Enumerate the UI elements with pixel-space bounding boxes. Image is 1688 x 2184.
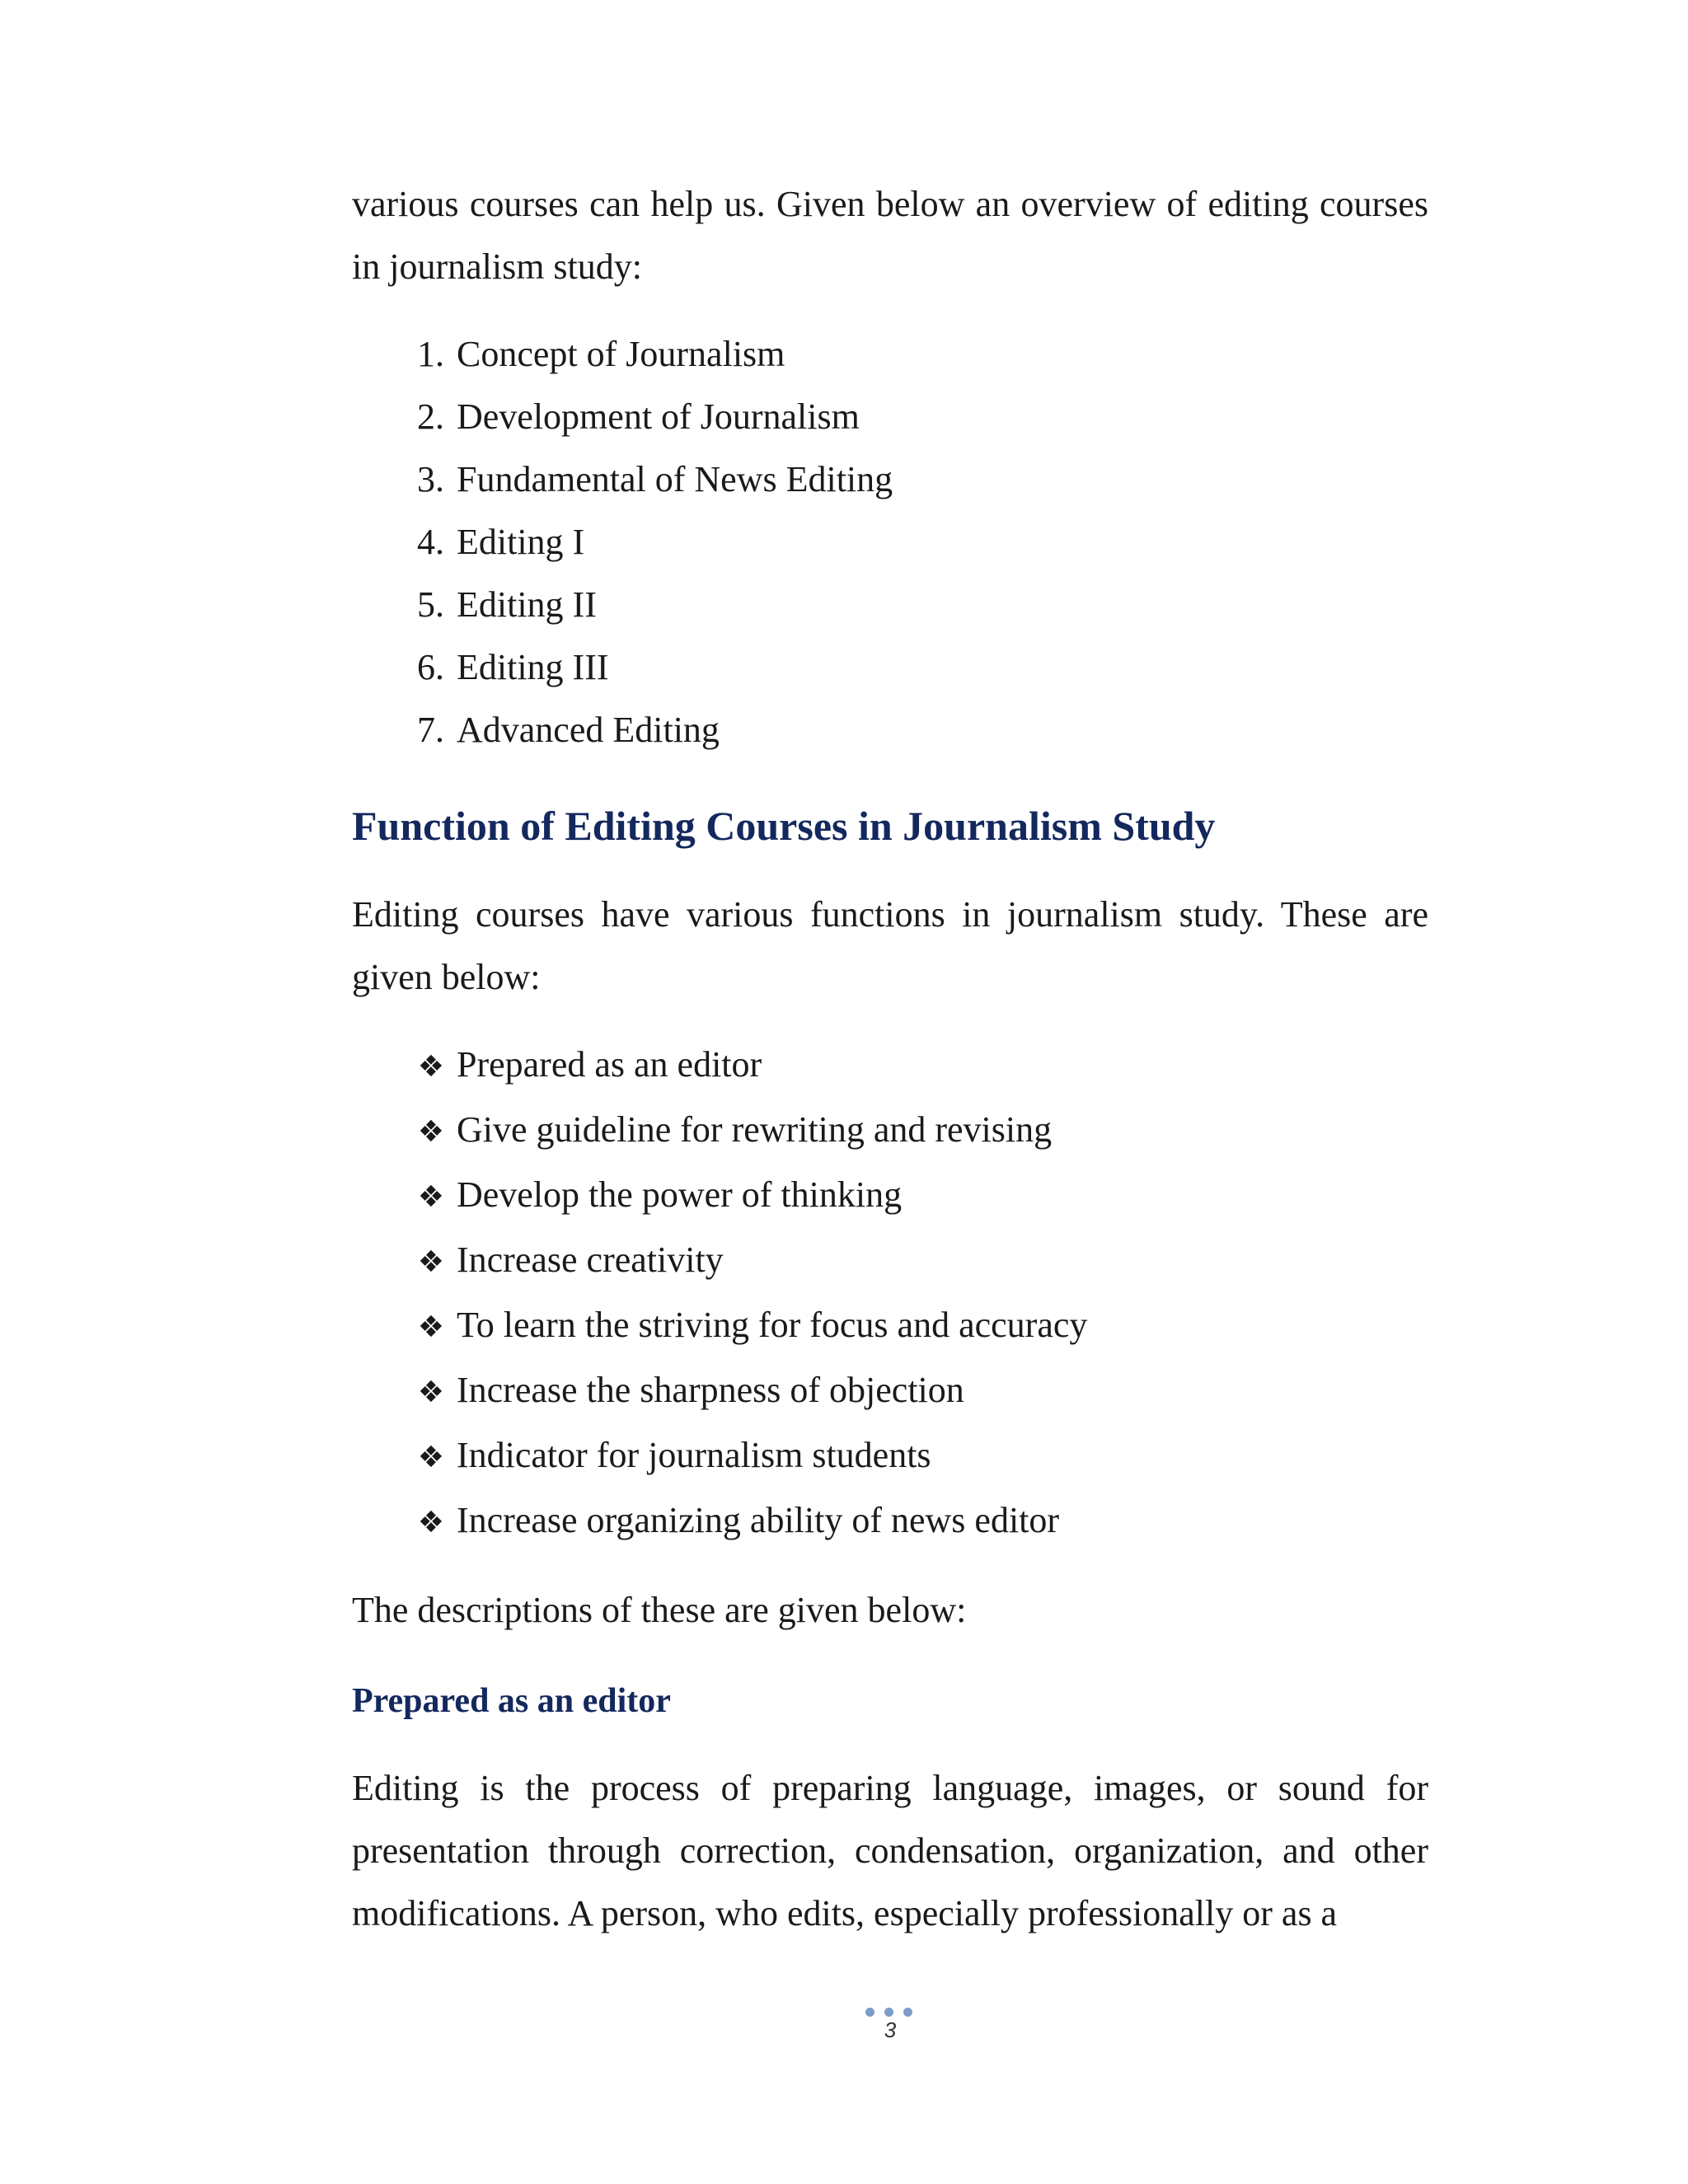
list-item <box>352 511 1428 574</box>
list-item-label: Fundamental of News Editing <box>457 459 893 499</box>
list-item-label: Increase the sharpness of objection <box>457 1370 964 1410</box>
list-item-label: Editing I <box>457 522 585 562</box>
list-item-label: Concept of Journalism <box>457 334 785 374</box>
diamond-bullet-icon: ❖ <box>417 1050 444 1084</box>
list-item-label: Advanced Editing <box>457 710 720 750</box>
list-number: 3. <box>417 459 444 499</box>
list-item-label: Give guideline for rewriting and revising <box>457 1109 1053 1150</box>
list-number: 6. <box>417 647 444 687</box>
list-item <box>352 1164 1428 1229</box>
diamond-bullet-icon: ❖ <box>417 1506 444 1540</box>
diamond-bullet-icon: ❖ <box>417 1115 444 1149</box>
list-item <box>352 1489 1428 1554</box>
dot <box>903 2008 912 2017</box>
list-item <box>352 1424 1428 1489</box>
list-item <box>352 699 1428 762</box>
page-number: 3 <box>884 2018 897 2042</box>
list-item-label: Increase organizing ability of news editor <box>457 1500 1060 1540</box>
list-item <box>352 1359 1428 1424</box>
descriptions-intro: The descriptions of these are given below: <box>352 1590 967 1630</box>
list-item-label: To learn the striving for focus and accuracy <box>457 1305 1088 1345</box>
diamond-bullet-icon: ❖ <box>417 1376 444 1409</box>
list-item-label: Development of Journalism <box>457 396 860 437</box>
list-number: 1. <box>417 334 444 374</box>
functions-list <box>352 1033 1428 1554</box>
list-number: 5. <box>417 584 444 625</box>
subheading: Prepared as an editor <box>352 1682 671 1720</box>
intro-paragraph: various courses can help us. Given below an overview of editing courses in journalism study: <box>352 184 1428 287</box>
dot <box>865 2008 874 2017</box>
footer-dots-icon <box>865 2008 912 2017</box>
list-item <box>352 1033 1428 1099</box>
list-item <box>352 574 1428 636</box>
list-item <box>352 636 1428 699</box>
list-number: 7. <box>417 710 444 750</box>
list-item-label: Editing II <box>457 584 597 625</box>
list-item <box>352 1294 1428 1359</box>
diamond-bullet-icon: ❖ <box>417 1310 444 1344</box>
page-content <box>352 173 1428 1945</box>
list-number: 4. <box>417 522 444 562</box>
diamond-bullet-icon: ❖ <box>417 1441 444 1474</box>
list-item-label: Editing III <box>457 647 609 687</box>
list-item-label: Indicator for journalism students <box>457 1435 931 1475</box>
list-item <box>352 448 1428 511</box>
list-number: 2. <box>417 396 444 437</box>
section-heading: Function of Editing Courses in Journalism Study <box>352 803 1216 849</box>
list-item <box>352 1099 1428 1164</box>
courses-list <box>352 323 1428 762</box>
list-item <box>352 386 1428 448</box>
diamond-bullet-icon: ❖ <box>417 1180 444 1214</box>
list-item-label: Prepared as an editor <box>457 1044 762 1085</box>
functions-intro: Editing courses have various functions in journalism study. These are given below: <box>352 894 1428 997</box>
list-item <box>352 323 1428 386</box>
list-item-label: Develop the power of thinking <box>457 1174 903 1215</box>
diamond-bullet-icon: ❖ <box>417 1245 444 1279</box>
dot <box>884 2008 893 2017</box>
body-paragraph: Editing is the process of preparing language, images, or sound for presentation through correction, condensation, organization, and other modifications. A person, who edits, especially professionally or as a <box>352 1768 1428 1933</box>
list-item <box>352 1229 1428 1294</box>
list-item-label: Increase creativity <box>457 1240 724 1280</box>
